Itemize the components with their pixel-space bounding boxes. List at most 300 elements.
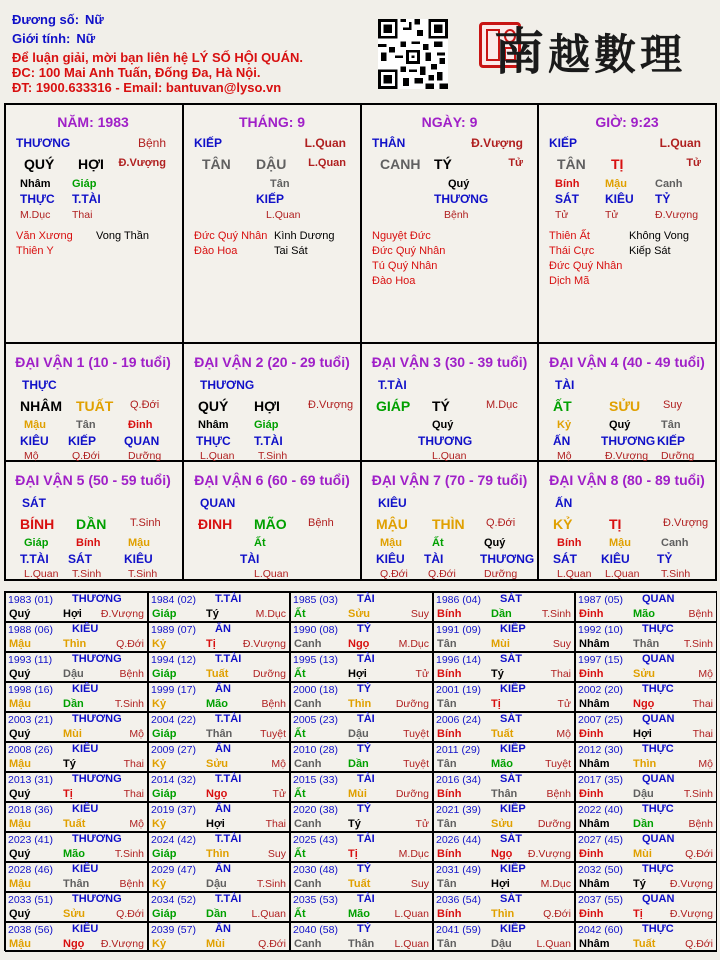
year-cell <box>290 712 433 742</box>
year-stem: Nhâm <box>579 638 610 650</box>
year-cell <box>290 622 433 652</box>
year-phase: Q.Đới <box>685 938 713 950</box>
pillar-title: NĂM: 1983 <box>57 114 129 130</box>
year-cell <box>148 772 290 802</box>
year-stem: Quý <box>9 608 31 620</box>
year-branch: Dậu <box>491 938 512 950</box>
year-branch: Mùi <box>348 788 367 800</box>
year-branch: Mùi <box>63 728 82 740</box>
chart-panel <box>4 103 717 581</box>
dai-van-stem: QUÝ <box>198 398 229 414</box>
year-label: 2007 (25) <box>578 714 623 726</box>
year-god: ẤN <box>215 923 231 935</box>
dai-van-hidden: Giáp <box>254 419 279 431</box>
year-branch: Tý <box>206 608 219 620</box>
gender-line <box>12 31 95 46</box>
year-stem: Tân <box>437 698 457 710</box>
year-phase: Suy <box>267 848 286 860</box>
dai-van-stem: KỶ <box>553 516 573 532</box>
year-label: 1985 (03) <box>293 594 338 606</box>
year-label: 2024 (42) <box>151 834 196 846</box>
annual-grid <box>4 591 717 951</box>
year-phase: M.Dục <box>255 608 286 620</box>
year-stem: Kỷ <box>152 878 167 890</box>
year-label: 2014 (32) <box>151 774 196 786</box>
year-god: QUAN <box>642 593 675 605</box>
year-god: KIÊU <box>72 863 99 875</box>
year-branch: Ngọ <box>206 788 228 800</box>
year-phase: T.Sinh <box>683 788 713 800</box>
year-label: 2039 (57) <box>151 924 196 936</box>
year-branch: Sửu <box>206 758 229 770</box>
year-stem: Ất <box>294 788 306 800</box>
year-stem: Quý <box>9 848 31 860</box>
dai-van-3 <box>362 344 537 460</box>
year-cell <box>290 802 433 832</box>
star-label: Đức Quý Nhân <box>549 260 623 272</box>
dai-van-stem: NHÂM <box>20 398 62 414</box>
year-god: THƯƠNG <box>72 893 122 905</box>
year-cell <box>5 652 148 682</box>
year-stem: Kỷ <box>152 638 167 650</box>
year-god: THƯƠNG <box>72 593 122 605</box>
year-phase: Thai <box>692 728 713 740</box>
year-stem: Nhâm <box>579 698 610 710</box>
dai-van-god: QUAN <box>200 496 236 510</box>
dai-van-hidden-god: T.TÀI <box>20 552 49 566</box>
year-label: 2005 (23) <box>293 714 338 726</box>
year-god: TÀI <box>357 893 375 905</box>
year-phase: Tử <box>415 818 429 830</box>
hidden-god: KIÊU <box>605 192 634 206</box>
year-phase: L.Quan <box>394 938 429 950</box>
year-stem: Giáp <box>152 788 177 800</box>
dai-van-stem: GIÁP <box>376 398 411 414</box>
dai-van-hidden: Mậu <box>24 419 46 431</box>
year-branch: Tý <box>63 758 76 770</box>
dai-van-hidden-god: TÀI <box>240 552 260 566</box>
year-branch: Mão <box>63 848 85 860</box>
year-god: THỰC <box>642 623 674 635</box>
year-stem: Bính <box>437 908 462 920</box>
year-god: T.TÀI <box>215 593 242 605</box>
year-stem: Canh <box>294 698 322 710</box>
owner-line <box>12 12 104 27</box>
year-phase: Q.Đới <box>543 908 571 920</box>
year-branch: Sửu <box>633 668 656 680</box>
year-god: SÁT <box>500 653 522 665</box>
dai-van-god: SÁT <box>22 496 46 510</box>
year-branch: Tị <box>491 698 501 710</box>
year-phase: Bệnh <box>688 818 713 830</box>
year-phase: T.Sinh <box>114 848 144 860</box>
pillar-branch-phase: Tử <box>686 157 701 169</box>
year-label: 2001 (19) <box>436 684 481 696</box>
year-phase: Mộ <box>698 668 713 680</box>
year-stem: Đinh <box>579 788 604 800</box>
year-stem: Tân <box>437 938 457 950</box>
dai-van-hidden-god: THƯƠNG <box>418 434 473 448</box>
dai-van-hidden: Quý <box>609 419 631 431</box>
pillar-branch: TÝ <box>434 156 452 172</box>
hidden-phase: Bệnh <box>444 209 469 221</box>
star-label: Tú Quý Nhân <box>372 260 438 272</box>
year-branch: Tị <box>348 848 358 860</box>
year-god: TỶ <box>357 623 372 635</box>
year-phase: Dưỡng <box>252 668 286 680</box>
dai-van-8 <box>539 462 715 578</box>
dai-van-hidden-phase: T.Sinh <box>72 568 102 580</box>
year-cell <box>5 862 148 892</box>
year-stem: Mậu <box>9 818 31 830</box>
year-god: KIẾP <box>500 743 526 755</box>
dai-van-god: THƯƠNG <box>200 378 255 392</box>
year-phase: Tuyệt <box>260 728 286 740</box>
dai-van-hidden-god: KIẾP <box>657 434 686 448</box>
year-cell <box>5 922 148 952</box>
year-cell <box>433 802 575 832</box>
pillar-stem: TÂN <box>557 156 586 172</box>
year-label: 2017 (35) <box>578 774 623 786</box>
year-branch: Thìn <box>63 638 87 650</box>
year-stem: Nhâm <box>579 758 610 770</box>
year-cell <box>575 652 717 682</box>
year-phase: Mộ <box>129 818 144 830</box>
pillar-branch-phase: Đ.Vượng <box>118 157 166 169</box>
owner-label: Đương số: <box>12 12 80 27</box>
year-phase: Tuyệt <box>403 728 429 740</box>
year-label: 1993 (11) <box>8 654 53 666</box>
pillar-4 <box>539 105 715 342</box>
year-cell <box>575 622 717 652</box>
brand-char-2: 越 <box>548 30 595 79</box>
year-stem: Tân <box>437 818 457 830</box>
year-label: 2008 (26) <box>8 744 53 756</box>
year-god: ẤN <box>215 863 231 875</box>
year-cell <box>433 772 575 802</box>
year-stem: Nhâm <box>579 818 610 830</box>
dai-van-hidden: Giáp <box>24 537 49 549</box>
year-label: 1995 (13) <box>293 654 338 666</box>
year-label: 2028 (46) <box>8 864 53 876</box>
year-label: 2036 (54) <box>436 894 481 906</box>
brand-logo <box>494 12 686 84</box>
dai-van-branch: TUẤT <box>76 398 114 414</box>
year-cell <box>5 682 148 712</box>
year-cell <box>5 802 148 832</box>
year-phase: Q.Đới <box>258 938 286 950</box>
hidden-phase: L.Quan <box>266 209 301 221</box>
year-label: 2019 (37) <box>151 804 196 816</box>
year-god: ẤN <box>215 623 231 635</box>
pillar-god: KIẾP <box>549 136 578 150</box>
year-phase: Mộ <box>556 728 571 740</box>
year-god: QUAN <box>642 833 675 845</box>
year-stem: Nhâm <box>579 938 610 950</box>
year-cell <box>5 712 148 742</box>
year-cell <box>433 742 575 772</box>
qr-code[interactable] <box>378 19 448 89</box>
year-god: QUAN <box>642 713 675 725</box>
year-god: TỶ <box>357 863 372 875</box>
dai-van-hidden-phase: Mộ <box>24 450 39 462</box>
hidden-god: KIẾP <box>256 192 285 206</box>
dai-van-hidden-phase: Q.Đới <box>380 568 408 580</box>
year-branch: Tuất <box>633 938 656 950</box>
year-phase: Suy <box>552 638 571 650</box>
year-god: TỶ <box>357 743 372 755</box>
year-branch: Tị <box>633 908 643 920</box>
year-cell <box>433 622 575 652</box>
pillar-3 <box>362 105 537 342</box>
year-branch: Mão <box>348 908 370 920</box>
year-god: TÀI <box>357 593 375 605</box>
year-god: KIẾP <box>500 863 526 875</box>
year-phase: Bệnh <box>119 668 144 680</box>
year-stem: Ất <box>294 668 306 680</box>
year-phase: Tuyệt <box>545 758 571 770</box>
year-cell <box>5 742 148 772</box>
year-god: ẤN <box>215 743 231 755</box>
year-branch: Tuất <box>491 728 514 740</box>
year-stem: Đinh <box>579 908 604 920</box>
year-branch: Ngọ <box>633 698 655 710</box>
year-phase: Thai <box>123 788 144 800</box>
dai-van-hidden: Canh <box>661 537 689 549</box>
dai-van-hidden-god: T.TÀI <box>254 434 283 448</box>
year-branch: Dậu <box>63 668 84 680</box>
year-branch: Tị <box>206 638 216 650</box>
dai-van-phase: M.Dục <box>486 399 518 411</box>
dai-van-title: ĐẠI VẬN 8 (80 - 89 tuổi) <box>549 472 705 488</box>
hidden-stem: Mậu <box>605 178 627 190</box>
pillar-phase: L.Quan <box>304 136 346 150</box>
year-stem: Bính <box>437 608 462 620</box>
year-stem: Đinh <box>579 848 604 860</box>
year-phase: Dưỡng <box>395 788 429 800</box>
year-stem: Giáp <box>152 668 177 680</box>
dai-van-hidden: Kỷ <box>557 419 572 431</box>
dai-van-hidden: Mậu <box>380 537 402 549</box>
year-stem: Canh <box>294 878 322 890</box>
year-god: TÀI <box>357 773 375 785</box>
year-god: QUAN <box>642 893 675 905</box>
hidden-god: TỶ <box>655 192 671 206</box>
dai-van-hidden-god: SÁT <box>553 552 577 566</box>
year-cell <box>148 892 290 922</box>
dai-van-hidden-phase: Q.Đới <box>72 450 100 462</box>
pillar-branch-phase: L.Quan <box>308 157 346 169</box>
year-cell <box>433 922 575 952</box>
dai-van-hidden: Tân <box>661 419 681 431</box>
dai-van-hidden-phase: Dưỡng <box>661 450 695 462</box>
year-god: THỰC <box>642 923 674 935</box>
year-label: 2042 (60) <box>578 924 623 936</box>
year-cell <box>148 682 290 712</box>
year-branch: Mão <box>206 698 228 710</box>
year-god: T.TÀI <box>215 713 242 725</box>
hidden-god: THƯƠNG <box>434 192 489 206</box>
star-label: Thiên Y <box>16 245 54 257</box>
year-branch: Thìn <box>348 698 372 710</box>
dai-van-hidden-phase: L.Quan <box>432 450 467 462</box>
year-label: 1990 (08) <box>293 624 338 636</box>
dai-van-god: THỰC <box>22 378 57 392</box>
year-branch: Thân <box>206 728 233 740</box>
year-label: 2034 (52) <box>151 894 196 906</box>
year-phase: T.Sinh <box>683 638 713 650</box>
year-phase: Thai <box>550 668 571 680</box>
year-phase: Bệnh <box>688 608 713 620</box>
dai-van-hidden: Bính <box>76 537 101 549</box>
year-stem: Canh <box>294 818 322 830</box>
year-god: KIẾP <box>500 683 526 695</box>
dai-van-hidden-phase: L.Quan <box>24 568 59 580</box>
dai-van-title: ĐẠI VẬN 3 (30 - 39 tuổi) <box>371 354 528 370</box>
year-cell <box>433 862 575 892</box>
year-branch: Mùi <box>206 938 225 950</box>
hidden-stem: Quý <box>448 178 470 190</box>
dai-van-title: ĐẠI VẬN 4 (40 - 49 tuổi) <box>549 354 705 370</box>
year-cell <box>575 742 717 772</box>
year-branch: Tị <box>63 788 73 800</box>
dai-van-phase: Q.Đới <box>486 517 516 529</box>
year-stem: Canh <box>294 638 322 650</box>
year-branch: Tuất <box>63 818 86 830</box>
year-god: TÀI <box>357 653 375 665</box>
year-label: 2025 (43) <box>293 834 338 846</box>
year-label: 2018 (36) <box>8 804 53 816</box>
year-god: SÁT <box>500 593 522 605</box>
brand-char-3: 數 <box>594 30 641 79</box>
year-label: 2006 (24) <box>436 714 481 726</box>
year-phase: T.Sinh <box>256 878 286 890</box>
header <box>0 0 720 100</box>
year-label: 2013 (31) <box>8 774 53 786</box>
contact-line: Để luận giải, mời bạn liên hệ LÝ SỐ HỘI QUÁN. <box>12 50 303 65</box>
dai-van-hidden-god: SÁT <box>68 552 92 566</box>
dai-van-title: ĐẠI VẬN 7 (70 - 79 tuổi) <box>371 472 528 488</box>
year-god: THƯƠNG <box>72 713 122 725</box>
year-stem: Bính <box>437 788 462 800</box>
year-cell <box>148 742 290 772</box>
pillar-2 <box>184 105 360 342</box>
dai-van-branch: DẦN <box>76 516 107 532</box>
year-label: 2020 (38) <box>293 804 338 816</box>
hidden-god: T.TÀI <box>72 192 101 206</box>
dai-van-god: ẤN <box>555 496 573 510</box>
year-label: 2027 (45) <box>578 834 623 846</box>
star-label: Nguyệt Đức <box>372 230 431 242</box>
pillar-phase: Đ.Vượng <box>471 136 523 150</box>
year-label: 1989 (07) <box>151 624 196 636</box>
year-stem: Quý <box>9 788 31 800</box>
year-god: KIẾP <box>500 803 526 815</box>
year-branch: Ngọ <box>63 938 85 950</box>
year-label: 2023 (41) <box>8 834 53 846</box>
brand-char-4: 理 <box>640 30 687 79</box>
year-label: 2003 (21) <box>8 714 53 726</box>
year-branch: Hợi <box>63 608 82 620</box>
year-branch: Ngọ <box>348 638 370 650</box>
year-god: THỰC <box>642 743 674 755</box>
year-phase: Tử <box>415 668 429 680</box>
dai-van-hidden-god: KIẾP <box>68 434 97 448</box>
year-phase: Đ.Vượng <box>242 638 286 650</box>
year-branch: Tuất <box>206 668 229 680</box>
year-phase: Mộ <box>271 758 286 770</box>
year-label: 1986 (04) <box>436 594 481 606</box>
year-branch: Ngọ <box>491 848 513 860</box>
year-label: 2010 (28) <box>293 744 338 756</box>
year-label: 1996 (14) <box>436 654 481 666</box>
year-cell <box>290 652 433 682</box>
year-branch: Tý <box>633 878 646 890</box>
year-stem: Giáp <box>152 848 177 860</box>
year-label: 2012 (30) <box>578 744 623 756</box>
dai-van-title: ĐẠI VẬN 6 (60 - 69 tuổi) <box>194 472 350 488</box>
year-cell <box>148 712 290 742</box>
year-phase: M.Dục <box>540 878 571 890</box>
year-label: 1984 (02) <box>151 594 196 606</box>
year-god: QUAN <box>642 653 675 665</box>
dai-van-hidden-phase: T.Sinh <box>258 450 288 462</box>
dai-van-hidden: Quý <box>484 537 506 549</box>
year-stem: Mậu <box>9 938 31 950</box>
dai-van-phase: Q.Đới <box>130 399 160 411</box>
hidden-phase: Tử <box>555 209 569 221</box>
year-stem: Quý <box>9 908 31 920</box>
dai-van-phase: Đ.Vượng <box>308 399 354 411</box>
star-label: Dịch Mã <box>549 275 590 287</box>
dai-van-hidden-god: KIÊU <box>124 552 153 566</box>
dai-van-hidden-phase: Dưỡng <box>484 568 518 580</box>
year-branch: Hợi <box>491 878 510 890</box>
year-cell <box>433 592 575 622</box>
year-stem: Bính <box>437 668 462 680</box>
year-god: KIÊU <box>72 623 99 635</box>
pillar-stem: CANH <box>380 156 421 172</box>
pillar-stem: TÂN <box>202 156 231 172</box>
year-branch: Tý <box>348 818 361 830</box>
year-cell <box>148 832 290 862</box>
owner-value: Nữ <box>85 12 104 27</box>
dai-van-hidden-god: ẤN <box>553 434 571 448</box>
dai-van-hidden-god: KIÊU <box>601 552 630 566</box>
year-branch: Mùi <box>633 848 652 860</box>
year-phase: L.Quan <box>251 908 286 920</box>
year-god: ẤN <box>215 683 231 695</box>
pillar-phase: Bệnh <box>137 136 166 150</box>
year-phase: Q.Đới <box>116 908 144 920</box>
year-cell <box>148 592 290 622</box>
hidden-stem: Bính <box>555 178 580 190</box>
year-phase: Đ.Vượng <box>100 938 144 950</box>
year-branch: Mùi <box>491 638 510 650</box>
year-phase: M.Dục <box>398 638 429 650</box>
year-god: T.TÀI <box>215 833 242 845</box>
dai-van-hidden-phase: L.Quan <box>605 568 640 580</box>
hidden-stem: Canh <box>655 178 683 190</box>
dai-van-title: ĐẠI VẬN 2 (20 - 29 tuổi) <box>194 354 350 370</box>
dai-van-branch: SỬU <box>609 398 641 414</box>
year-cell <box>290 682 433 712</box>
dai-van-hidden-phase: L.Quan <box>254 568 289 580</box>
year-cell <box>575 592 717 622</box>
year-cell <box>433 682 575 712</box>
dai-van-god: T.TÀI <box>378 378 407 392</box>
star-label: Vong Thần <box>96 230 150 242</box>
